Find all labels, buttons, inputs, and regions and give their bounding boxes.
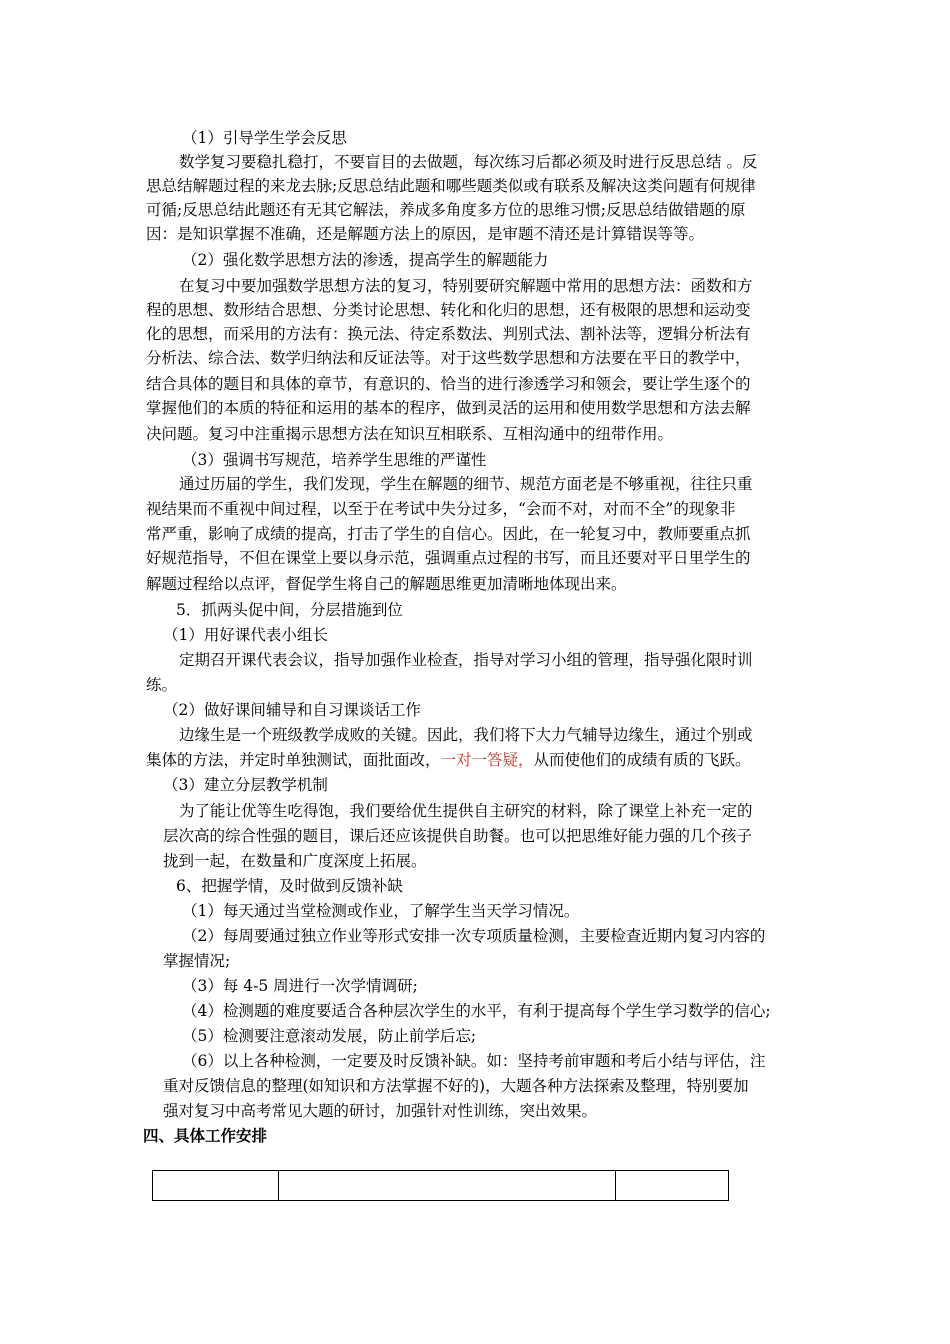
paragraph-line: 化的思想，而采用的方法有：换元法、待定系数法、判别式法、割补法等，逻辑分析法有 — [146, 325, 751, 343]
paragraph-line: 思总结解题过程的来龙去脉;反思总结此题和哪些题类似或有联系及解决这类问题有何规律 — [146, 177, 756, 195]
paragraph-line: 为了能让优等生吃得饱，我们要给优生提供自主研究的材料，除了课堂上补充一定的 — [179, 802, 753, 820]
paragraph-line: 视结果而不重视中间过程，以至于在考试中失分过多，“会而不对，对而不全”的现象非 — [146, 500, 736, 518]
paragraph-line: 通过历届的学生，我们发现，学生在解题的细节、规范方面老是不够重视，往往只重 — [179, 475, 753, 493]
list-item-continuation: 重对反馈信息的整理(如知识和方法掌握不好的)，大题各种方法探索及整理，特别要加 — [163, 1077, 749, 1095]
paragraph-line: 常严重，影响了成绩的提高，打击了学生的自信心。因此，在一轮复习中，教师要重点抓 — [146, 525, 751, 543]
paragraph-line: 好规范指导，不但在课堂上要以身示范，强调重点过程的书写，而且还要对平日里学生的 — [146, 549, 751, 567]
list-item-continuation: 掌握情况; — [163, 952, 231, 970]
highlighted-text: 一对一答疑， — [440, 751, 534, 769]
table-row — [153, 1171, 729, 1201]
paragraph-line: 分析法、综合法、数学归纳法和反证法等。对于这些数学思想和方法要在平日的教学中， — [146, 349, 751, 367]
paragraph-text: 集体的方法，并定时单独测试，面批面改， — [146, 751, 441, 769]
paragraph-line: 拢到一起，在数量和广度深度上拓展。 — [163, 852, 427, 870]
list-item: （1）每天通过当堂检测或作业，了解学生当天学习情况。 — [182, 902, 580, 920]
table-cell — [616, 1171, 729, 1201]
paragraph-line: 定期召开课代表会议，指导加强作业检查，指导对学习小组的管理，指导强化限时训 — [179, 651, 753, 669]
list-item: （2）每周要通过独立作业等形式安排一次专项质量检测，主要检查近期内复习内容的 — [182, 927, 766, 945]
paragraph-line: 边缘生是一个班级教学成败的关键。因此，我们将下大力气辅导边缘生，通过个别或 — [179, 726, 753, 744]
subheading-math-thinking: （2）强化数学思想方法的渗透，提高学生的解题能力 — [182, 251, 549, 269]
paragraph-line: 练。 — [146, 676, 178, 694]
list-item: （6）以上各种检测，一定要及时反馈补缺。如：坚持考前审题和考后小结与评估，注 — [182, 1052, 766, 1070]
paragraph-line-mixed — [146, 750, 751, 770]
paragraph-line: 结合具体的题目和具体的章节，有意识的、恰当的进行渗透学习和领会，要让学生逐个的 — [146, 375, 751, 393]
section-heading-5: 5．抓两头促中间，分层措施到位 — [176, 601, 403, 619]
paragraph-line: 数学复习要稳扎稳打，不要盲目的去做题，每次练习后都必须及时进行反思总结 。反 — [179, 153, 758, 171]
table-cell — [279, 1171, 616, 1201]
paragraph-line: 解题过程给以点评，督促学生将自己的解题思维更加清晰地体现出来。 — [146, 575, 627, 593]
list-item: （5）检测要注意滚动发展，防止前学后忘; — [182, 1027, 477, 1045]
subheading-class-reps: （1）用好课代表小组长 — [163, 626, 328, 644]
paragraph-line: 因：是知识掌握不准确，还是解题方法上的原因，是审题不清还是计算错误等等。 — [146, 225, 705, 243]
subheading-tutoring: （2）做好课间辅导和自习课谈话工作 — [163, 701, 421, 719]
paragraph-line: 程的思想、数形结合思想、分类讨论思想、转化和化归的思想，还有极限的思想和运动变 — [146, 301, 751, 319]
list-item-continuation: 强对复习中高考常见大题的研讨，加强针对性训练，突出效果。 — [163, 1102, 598, 1120]
paragraph-line: 层次高的综合性强的题目，课后还应该提供自助餐。也可以把思维好能力强的几个孩子 — [163, 827, 753, 845]
list-item: （3）每 4-5 周进行一次学情调研; — [182, 977, 418, 995]
paragraph-line: 可循;反思总结此题还有无其它解法，养成多角度多方位的思维习惯;反思总结做错题的原 — [146, 201, 746, 219]
schedule-table — [152, 1170, 729, 1201]
table-cell — [153, 1171, 279, 1201]
paragraph-text: 从而使他们的成绩有质的飞跃。 — [533, 751, 751, 769]
paragraph-line: 决问题。复习中注重揭示思想方法在知识互相联系、互相沟通中的纽带作用。 — [146, 425, 674, 443]
subheading-writing-norms: （3）强调书写规范，培养学生思维的严谨性 — [182, 451, 487, 469]
list-item: （4）检测题的难度要适合各种层次学生的水平，有利于提高每个学生学习数学的信心; — [182, 1002, 771, 1020]
paragraph-line: 掌握他们的本质的特征和运用的基本的程序，做到灵活的运用和使用数学思想和方法去解 — [146, 399, 751, 417]
subheading-tiered-teaching: （3）建立分层教学机制 — [163, 776, 328, 794]
subheading-reflection: （1）引导学生学会反思 — [182, 129, 347, 147]
section-heading-6: 6、把握学情，及时做到反馈补缺 — [176, 877, 403, 895]
paragraph-line: 在复习中要加强数学思想方法的复习，特别要研究解题中常用的思想方法：函数和方 — [179, 277, 753, 295]
section-heading-work-schedule: 四、具体工作安排 — [143, 1126, 268, 1145]
